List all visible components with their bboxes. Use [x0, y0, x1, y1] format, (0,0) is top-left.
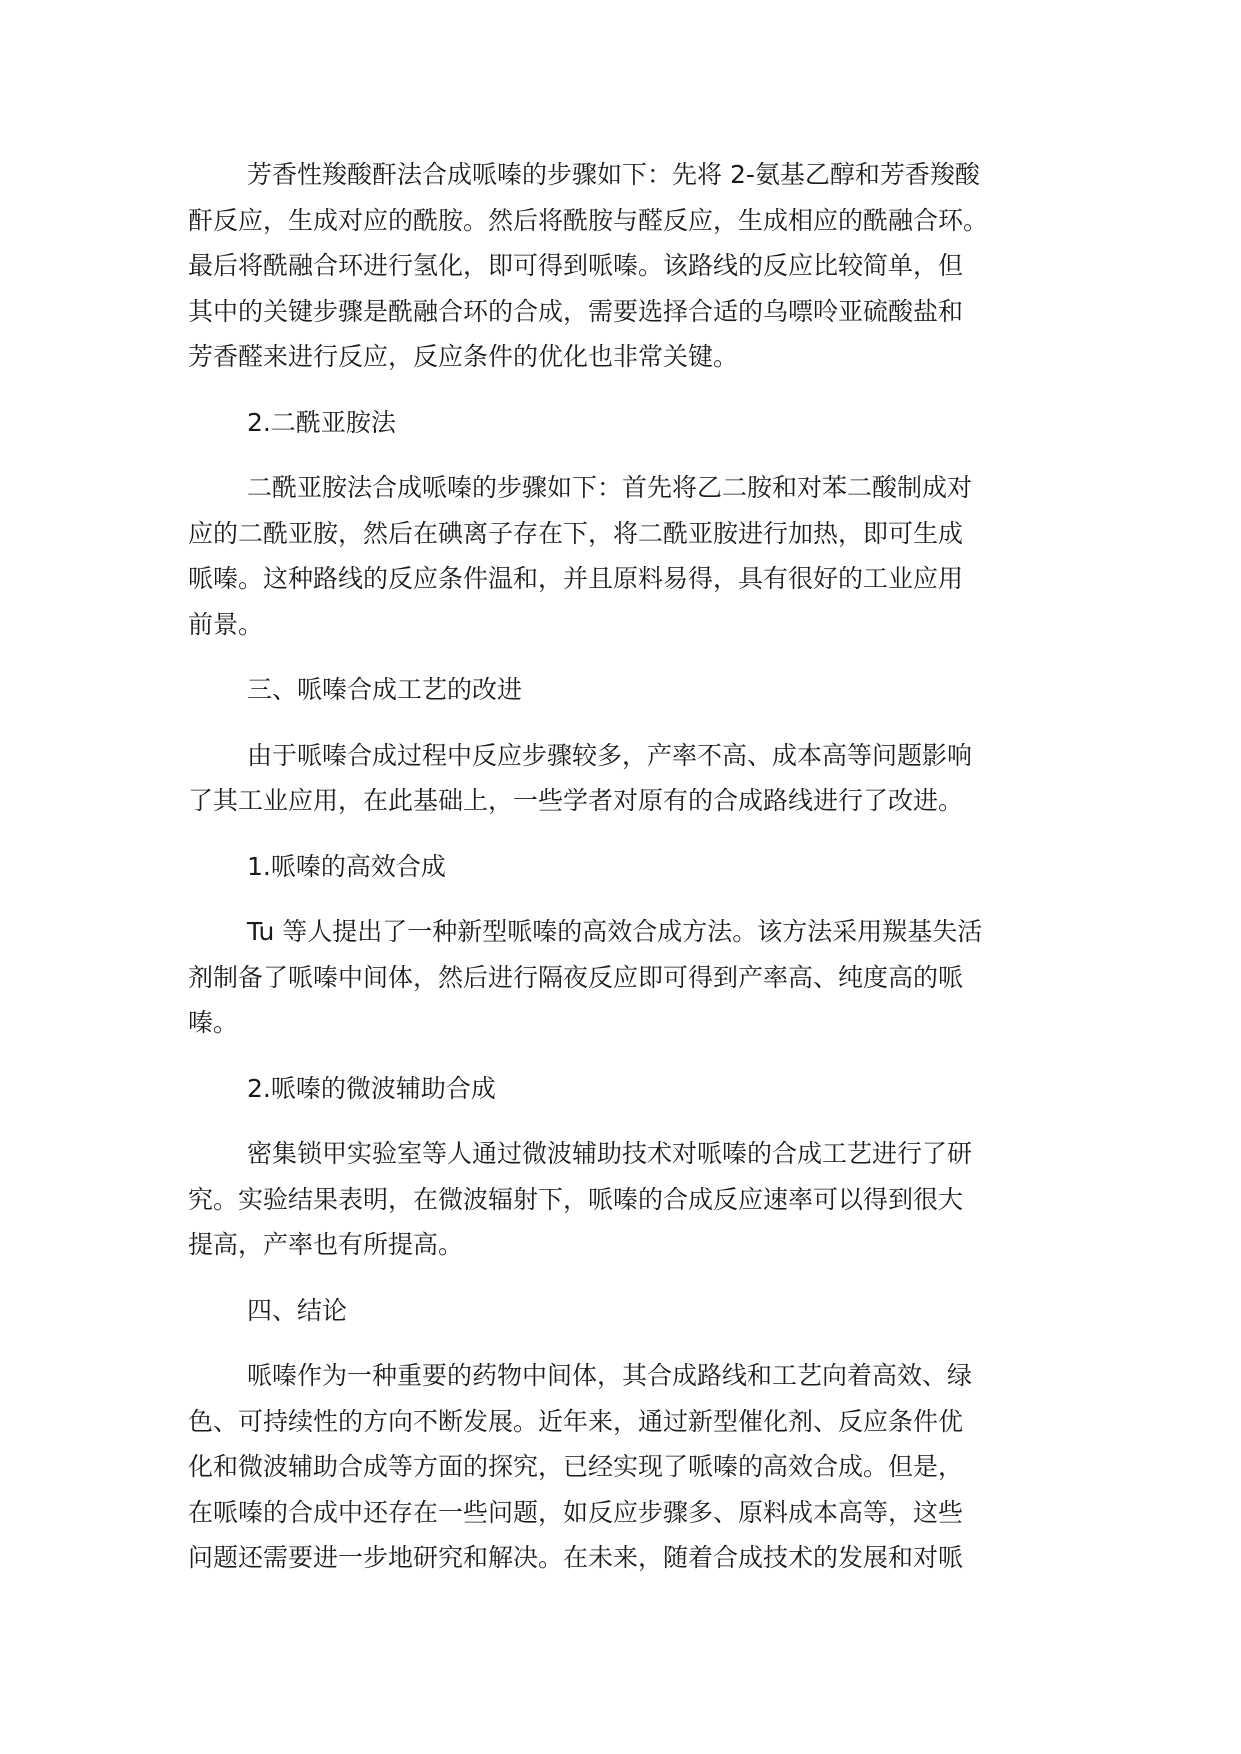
block-spacer: [188, 889, 1068, 909]
paragraph-efficient-synthesis: [188, 909, 1068, 1046]
heading-text: 四、结论: [247, 1295, 348, 1325]
heading-diacylimine-method: [188, 400, 1068, 446]
heading-process-improvement: [188, 667, 1068, 713]
paragraph-line: 究。实验结果表明，在微波辐射下，哌嗪的合成反应速率可以得到很大: [188, 1184, 964, 1214]
paragraph-line: 在哌嗪的合成中还存在一些问题，如反应步骤多、原料成本高等，这些: [188, 1497, 964, 1527]
heading-conclusion: [188, 1288, 1068, 1334]
paragraph-anhydride-method: [188, 152, 1068, 380]
paragraph-line: 密集锁甲实验室等人通过微波辅助技术对哌嗪的合成工艺进行了研: [247, 1139, 973, 1168]
heading-text: 2.二酰亚胺法: [247, 407, 396, 437]
heading-efficient-synthesis: [188, 844, 1068, 890]
block-spacer: [188, 1111, 1068, 1131]
paragraph-line: 嗪。: [188, 1008, 239, 1037]
paragraph-line: Tu 等人提出了一种新型哌嗪的高效合成方法。该方法采用羰基失活: [247, 917, 983, 946]
paragraph-line: 了其工业应用，在此基础上，一些学者对原有的合成路线进行了改进。: [188, 786, 964, 815]
block-spacer: [188, 380, 1068, 400]
block-spacer: [188, 824, 1068, 844]
block-spacer: [188, 713, 1068, 733]
paragraph-line: 二酰亚胺法合成哌嗪的步骤如下：首先将乙二胺和对苯二酸制成对: [247, 473, 973, 502]
paragraph-line: 由于哌嗪合成过程中反应步骤较多，产率不高、成本高等问题影响: [247, 740, 973, 770]
paragraph-line: 化和微波辅助合成等方面的探究，已经实现了哌嗪的高效合成。但是，: [188, 1452, 964, 1481]
paragraph-line: 问题还需要进一步地研究和解决。在未来，随着合成技术的发展和对哌: [188, 1543, 964, 1572]
paragraph-line: 其中的关键步骤是酰融合环的合成，需要选择合适的乌嘌呤亚硫酸盐和: [188, 296, 964, 326]
paragraph-line: 哌嗪。这种路线的反应条件温和，并且原料易得，具有很好的工业应用: [188, 564, 964, 593]
paragraph-line: 酐反应，生成对应的酰胺。然后将酰胺与醛反应，生成相应的酰融合环。: [188, 205, 989, 235]
paragraph-line: 最后将酰融合环进行氢化，即可得到哌嗪。该路线的反应比较简单，但: [188, 251, 964, 280]
paragraph-conclusion: [188, 1353, 1068, 1581]
heading-text: 2.哌嗪的微波辅助合成: [247, 1073, 496, 1103]
block-spacer: [188, 1333, 1068, 1353]
paragraph-line: 哌嗪作为一种重要的药物中间体，其合成路线和工艺向着高效、绿: [247, 1361, 973, 1390]
heading-text: 1.哌嗪的高效合成: [247, 851, 446, 881]
paragraph-line: 芳香醛来进行反应，反应条件的优化也非常关键。: [188, 342, 739, 371]
block-spacer: [188, 647, 1068, 667]
paragraph-line: 色、可持续性的方向不断发展。近年来，通过新型催化剂、反应条件优: [188, 1406, 964, 1436]
heading-microwave-synthesis: [188, 1066, 1068, 1112]
paragraph-line: 提高，产率也有所提高。: [188, 1230, 464, 1259]
document-page: [188, 152, 1068, 1581]
block-spacer: [188, 1268, 1068, 1288]
paragraph-microwave-synthesis: [188, 1131, 1068, 1268]
paragraph-diacylimine-method: [188, 465, 1068, 647]
block-spacer: [188, 445, 1068, 465]
block-spacer: [188, 1046, 1068, 1066]
paragraph-line: 应的二酰亚胺，然后在碘离子存在下，将二酰亚胺进行加热，即可生成: [188, 518, 964, 548]
paragraph-process-improvement: [188, 733, 1068, 824]
paragraph-line: 芳香性羧酸酐法合成哌嗪的步骤如下：先将 2-氨基乙醇和芳香羧酸: [247, 160, 980, 189]
paragraph-line: 前景。: [188, 609, 264, 639]
heading-text: 三、哌嗪合成工艺的改进: [247, 675, 523, 704]
paragraph-line: 剂制备了哌嗪中间体，然后进行隔夜反应即可得到产率高、纯度高的哌: [188, 962, 964, 992]
